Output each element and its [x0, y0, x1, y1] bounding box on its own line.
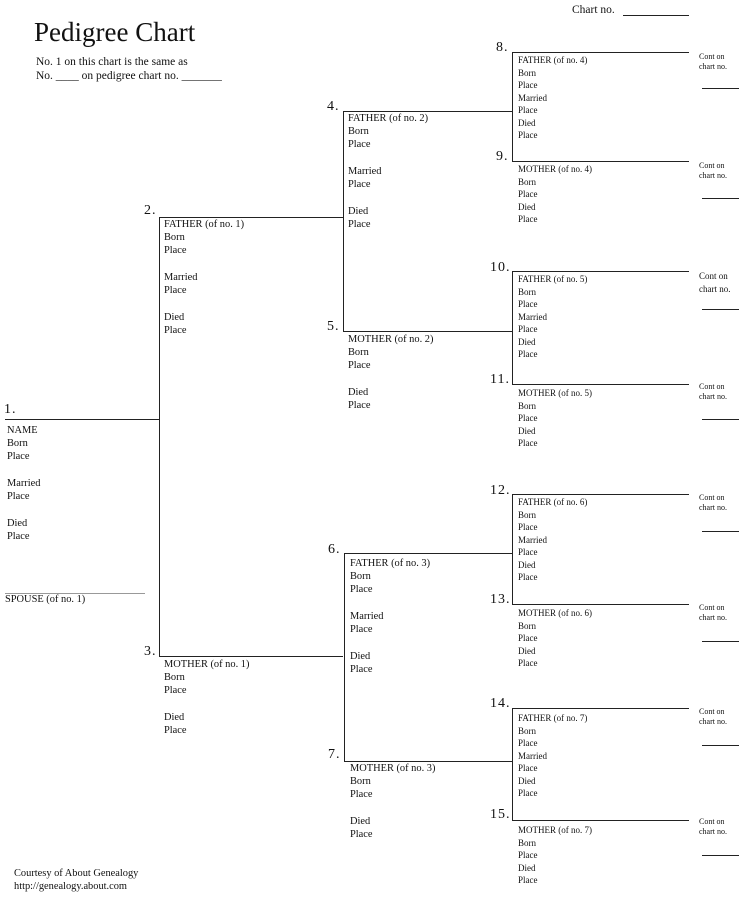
footer-url: http://genealogy.about.com	[14, 881, 128, 892]
field-label: Married	[518, 92, 547, 103]
person-number: 8.	[496, 40, 509, 55]
chart-no-label: chart no.	[699, 503, 727, 512]
person-heading: FATHER (of no. 7)	[518, 713, 588, 723]
person-heading: FATHER (of no. 4)	[518, 55, 588, 65]
field-label: Place	[518, 80, 538, 91]
field-label: Place	[164, 245, 187, 256]
field-label: Died	[348, 387, 369, 398]
field-label: Died	[518, 645, 536, 656]
field-label: Place	[7, 491, 30, 502]
cont-on-label: Cont on	[699, 817, 725, 826]
cont-on-label: Cont on	[699, 271, 728, 281]
person-heading: NAME	[7, 425, 38, 436]
person-number: 15.	[490, 807, 511, 822]
person-heading: MOTHER (of no. 2)	[348, 334, 434, 345]
field-label: Born	[518, 621, 536, 631]
field-label: Place	[518, 547, 538, 558]
person-7-block	[350, 764, 435, 843]
person-10-block	[518, 275, 587, 362]
footer-credit: Courtesy of About Genealogy	[14, 868, 139, 879]
person-heading: FATHER (of no. 6)	[518, 497, 588, 507]
field-label: Place	[518, 633, 538, 644]
field-label: Place	[518, 850, 538, 861]
field-label: Place	[348, 179, 371, 190]
person-number: 2.	[144, 203, 157, 218]
person-heading: MOTHER (of no. 4)	[518, 164, 592, 174]
field-label: Place	[518, 787, 538, 798]
field-label: Place	[518, 299, 538, 310]
field-label: Born	[350, 776, 371, 787]
chart-no-label: chart no.	[699, 613, 727, 622]
field-label: Married	[350, 611, 384, 622]
person-heading: FATHER (of no. 5)	[518, 274, 588, 284]
person-number: 7.	[328, 747, 341, 762]
field-label: Married	[518, 534, 547, 545]
person-14-block	[518, 714, 587, 801]
person-number: 10.	[490, 260, 511, 275]
person-11-block	[518, 389, 592, 452]
person-heading: MOTHER (of no. 5)	[518, 388, 592, 398]
person-heading: MOTHER (of no. 3)	[350, 763, 436, 774]
chart-note-line1: No. 1 on this chart is the same as	[36, 56, 188, 68]
person-12-block	[518, 498, 587, 585]
chart-no-label: chart no.	[699, 284, 731, 294]
field-label: Place	[164, 325, 187, 336]
field-label: Place	[7, 531, 30, 542]
chart-no-label: chart no.	[699, 171, 727, 180]
person-number: 4.	[327, 99, 340, 114]
field-label: Born	[164, 672, 185, 683]
field-label: Place	[164, 725, 187, 736]
field-label: Place	[518, 189, 538, 200]
field-label: Married	[7, 478, 41, 489]
cont-on-chart-10	[699, 272, 731, 298]
field-label: Died	[518, 775, 536, 786]
person-number: 11.	[490, 372, 510, 387]
field-label: Place	[7, 451, 30, 462]
field-label: Place	[348, 219, 371, 230]
field-label: Born	[350, 571, 371, 582]
field-label: Place	[518, 105, 538, 116]
page-title: Pedigree Chart	[34, 17, 196, 47]
field-label: Born	[518, 287, 536, 297]
cont-on-label: Cont on	[699, 52, 725, 61]
person-4-block	[348, 114, 428, 233]
cont-on-chart-15	[699, 818, 727, 838]
person-number: 3.	[144, 644, 157, 659]
field-label: Place	[350, 624, 373, 635]
person-heading: FATHER (of no. 1)	[164, 219, 245, 230]
chart-no-label: chart no.	[699, 827, 727, 836]
cont-on-chart-13	[699, 604, 727, 624]
cont-on-label: Cont on	[699, 603, 725, 612]
person-number: 9.	[496, 149, 509, 164]
person-number: 6.	[328, 542, 341, 557]
field-label: Died	[7, 518, 28, 529]
field-label: Died	[518, 201, 536, 212]
field-label: Place	[350, 664, 373, 675]
cont-on-label: Cont on	[699, 161, 725, 170]
chart-no-label: chart no.	[699, 717, 727, 726]
field-label: Place	[518, 438, 538, 449]
field-label: Place	[518, 413, 538, 424]
cont-on-chart-12	[699, 494, 727, 514]
cont-on-chart-8	[699, 53, 727, 73]
field-label: Place	[164, 285, 187, 296]
field-label: Died	[518, 117, 536, 128]
field-label: Place	[164, 685, 187, 696]
field-label: Married	[518, 750, 547, 761]
field-label: Died	[518, 336, 536, 347]
field-label: Place	[350, 789, 373, 800]
field-label: Place	[348, 400, 371, 411]
person-number: 1.	[4, 402, 17, 417]
cont-on-chart-9	[699, 162, 727, 182]
field-label: Place	[350, 829, 373, 840]
field-label: Place	[518, 522, 538, 533]
person-15-block	[518, 826, 592, 889]
field-label: Place	[518, 875, 538, 886]
field-label: Place	[518, 214, 538, 225]
person-heading: FATHER (of no. 3)	[350, 558, 431, 569]
field-label: Died	[348, 206, 369, 217]
person-1-block	[7, 426, 40, 545]
field-label: Place	[518, 571, 538, 582]
spouse-label: SPOUSE (of no. 1)	[5, 594, 86, 605]
field-label: Born	[518, 177, 536, 187]
field-label: Died	[164, 712, 185, 723]
field-label: Place	[518, 763, 538, 774]
field-label: Place	[518, 658, 538, 669]
field-label: Born	[518, 838, 536, 848]
field-label: Married	[518, 311, 547, 322]
field-label: Born	[518, 401, 536, 411]
field-label: Married	[348, 166, 382, 177]
cont-on-label: Cont on	[699, 707, 725, 716]
person-number: 12.	[490, 483, 511, 498]
chart-no-label: chart no.	[699, 392, 727, 401]
chart-note-line2: No. ____ on pedigree chart no. _______	[36, 70, 222, 82]
person-3-block	[164, 660, 249, 739]
field-label: Born	[348, 347, 369, 358]
person-13-block	[518, 609, 592, 672]
field-label: Place	[518, 129, 538, 140]
person-number: 5.	[327, 319, 340, 334]
field-label: Died	[350, 651, 371, 662]
field-label: Place	[348, 360, 371, 371]
cont-on-label: Cont on	[699, 493, 725, 502]
field-label: Place	[518, 324, 538, 335]
chart-no-label: Chart no.	[572, 4, 615, 16]
field-label: Died	[518, 425, 536, 436]
person-9-block	[518, 165, 592, 228]
field-label: Born	[348, 126, 369, 137]
field-label: Place	[518, 348, 538, 359]
person-heading: MOTHER (of no. 6)	[518, 608, 592, 618]
cont-on-chart-14	[699, 708, 727, 728]
person-number: 14.	[490, 696, 511, 711]
person-number: 13.	[490, 592, 511, 607]
person-5-block	[348, 335, 433, 414]
field-label: Married	[164, 272, 198, 283]
field-label: Died	[518, 862, 536, 873]
person-8-block	[518, 56, 587, 143]
person-heading: MOTHER (of no. 1)	[164, 659, 250, 670]
cont-on-label: Cont on	[699, 382, 725, 391]
cont-on-chart-11	[699, 383, 727, 403]
field-label: Died	[518, 559, 536, 570]
field-label: Place	[350, 584, 373, 595]
person-heading: FATHER (of no. 2)	[348, 113, 429, 124]
field-label: Born	[7, 438, 28, 449]
field-label: Died	[350, 816, 371, 827]
person-heading: MOTHER (of no. 7)	[518, 825, 592, 835]
field-label: Place	[348, 139, 371, 150]
chart-no-label: chart no.	[699, 62, 727, 71]
field-label: Born	[518, 726, 536, 736]
field-label: Place	[518, 738, 538, 749]
field-label: Born	[518, 510, 536, 520]
field-label: Born	[518, 68, 536, 78]
field-label: Born	[164, 232, 185, 243]
field-label: Died	[164, 312, 185, 323]
person-6-block	[350, 559, 430, 678]
person-2-block	[164, 220, 244, 339]
